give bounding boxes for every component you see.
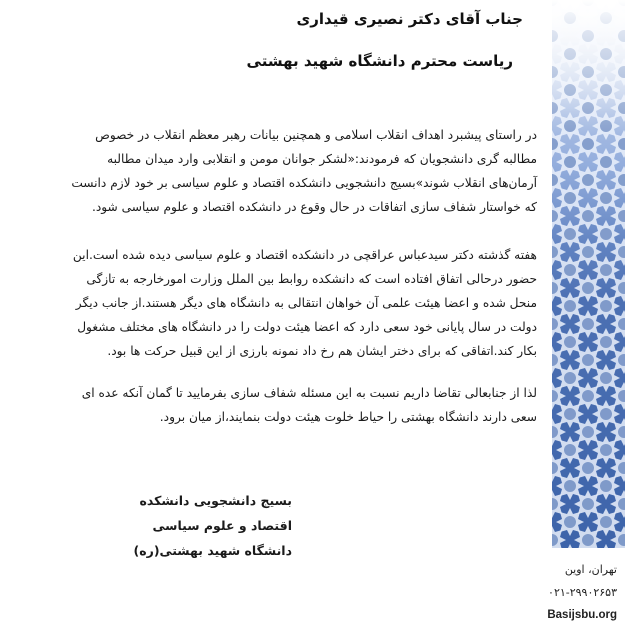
addressee-name: جناب آقای دکتر نصیری قیداری [296, 10, 523, 28]
text-line: منحل شده و اعضا هیئت علمی آن خواهان انتقالی به دانشگاه های دیگر هستند.از جانب دیگر [75, 296, 537, 310]
signature-block [112, 488, 292, 563]
text-line: که خواستار شفاف سازی اتفاقات در حال وقوع در دانشکده اقتصاد و علوم سیاسی شود. [91, 200, 537, 214]
addressee-title: ریاست محترم دانشگاه شهید بهشتی [246, 52, 513, 70]
paragraph-details [72, 243, 537, 363]
text-line: سعی دارند دانشگاه بهشتی را حیاط خلوت هیئت دولت بنمایند،از میان برود. [159, 410, 537, 424]
signature-line: بسیج دانشجویی دانشکده [139, 493, 292, 508]
text-line: حضور درحالی اتفاق افتاده است که دانشکده روابط بین الملل وزارت امورخارجه به تازگی [86, 272, 537, 286]
contact-block [547, 558, 617, 627]
address-text: تهران، اوین [564, 563, 617, 576]
text-line: در راستای پیشبرد اهداف انقلاب اسلامی و همچنین بیانات رهبر معظم انقلاب در خصوص [95, 128, 537, 142]
text-line: هفته گذشته دکتر سیدعباس عراقچی در دانشکده اقتصاد و علوم سیاسی دیده شده است.این [72, 248, 537, 262]
paragraph-intro [71, 123, 537, 219]
signature-line: اقتصاد و علوم سیاسی [152, 518, 292, 533]
text-line: بکار کند.اتفاقی که برای دختر ایشان هم رخ داد نمونه بارزی از این قبیل حرکت ها بود. [107, 344, 537, 358]
signature-line: دانشگاه شهید بهشتی(ره) [133, 543, 292, 558]
phone-number: ۰۲۱-۲۹۹۰۲۶۵۳ [548, 586, 617, 599]
text-line: آرمان‌های انقلاب شوند»بسیج دانشجویی دانشکده اقتصاد و علوم سیاسی بر خود لازم دانست [71, 176, 537, 190]
text-line: دولت در سال پایانی خود سعی دارد که اعضا هیئت دولت را در دانشگاه های مختلف مشغول [77, 320, 537, 334]
text-line: مطالبه گری دانشجویان که فرمودند:«لشکر جوانان مومن و انقلابی وارد میدان مطالبه [107, 152, 537, 166]
paragraph-request [81, 381, 537, 429]
website-link[interactable]: Basijsbu.org [547, 609, 617, 621]
text-line: لذا از جنابعالی تقاضا داریم نسبت به این مسئله شفاف سازی بفرمایید تا گمان آنکه عده ای [81, 386, 537, 400]
islamic-pattern-icon [552, 0, 625, 548]
